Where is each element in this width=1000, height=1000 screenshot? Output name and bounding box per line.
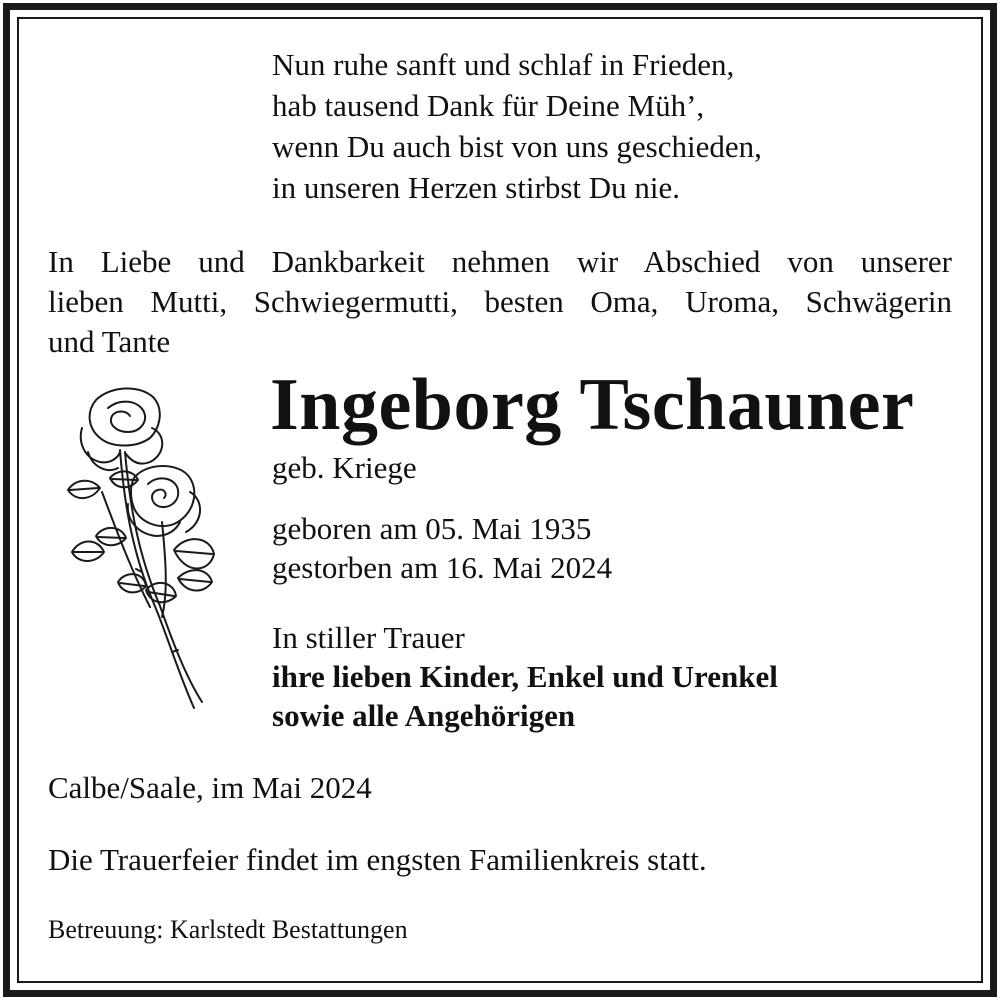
poem-line: hab tausend Dank für Deine Müh’,	[272, 88, 705, 123]
place-date: Calbe/Saale, im Mai 2024	[48, 770, 372, 805]
mourners-relatives: sowie alle Angehörigen	[272, 698, 576, 733]
poem-line: Nun ruhe sanft und schlaf in Frieden,	[272, 47, 735, 82]
birth-date: geboren am 05. Mai 1935	[272, 511, 592, 546]
maiden-name: geb. Kriege	[272, 450, 417, 485]
poem-line: wenn Du auch bist von uns geschieden,	[272, 129, 762, 164]
roses-icon	[62, 382, 222, 717]
death-date: gestorben am 16. Mai 2024	[272, 550, 613, 585]
funeral-note: Die Trauerfeier findet im engsten Familienkreis statt.	[48, 842, 707, 877]
intro-line: lieben Mutti, Schwiegermutti, besten Oma, Uroma, Schwägerin	[48, 284, 952, 319]
poem-line: in unseren Herzen stirbst Du nie.	[272, 170, 681, 205]
mourners-family: ihre lieben Kinder, Enkel und Urenkel	[272, 659, 778, 694]
deceased-name: Ingeborg Tschauner	[270, 364, 915, 446]
intro-text	[48, 242, 952, 362]
mourners-intro: In stiller Trauer	[272, 620, 465, 655]
undertaker-credit: Betreuung: Karlstedt Bestattungen	[48, 915, 408, 944]
poem	[272, 44, 762, 208]
intro-line: In Liebe und Dankbarkeit nehmen wir Abschied von unserer	[48, 244, 952, 279]
intro-line: und Tante	[48, 324, 171, 359]
